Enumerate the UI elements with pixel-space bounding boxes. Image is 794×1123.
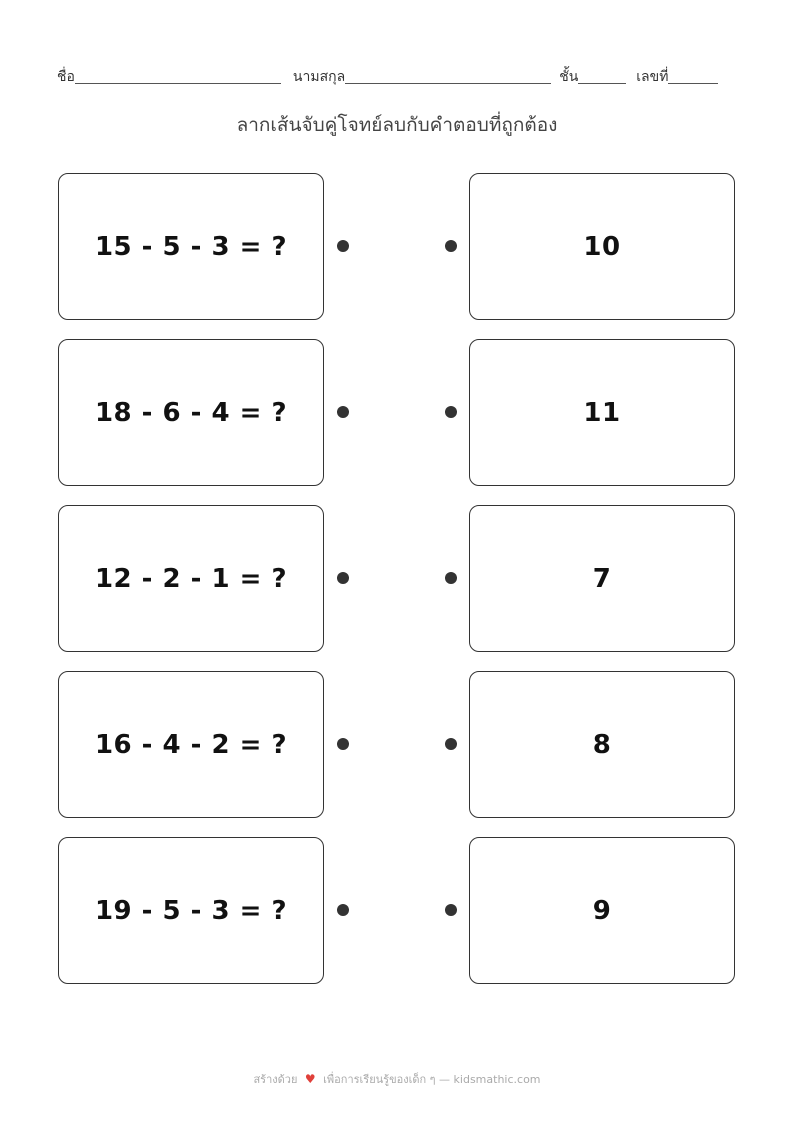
question-text: 15 - 5 - 3 = ? bbox=[94, 231, 288, 262]
surname-field-line[interactable] bbox=[345, 82, 551, 84]
answer-card bbox=[469, 837, 735, 984]
student-info-header bbox=[57, 64, 748, 88]
question-connector-dot[interactable] bbox=[337, 240, 349, 252]
answer-text: 7 bbox=[592, 563, 612, 594]
answer-text: 8 bbox=[592, 729, 612, 760]
question-connector-dot[interactable] bbox=[337, 572, 349, 584]
answer-card bbox=[469, 671, 735, 818]
name-label: ชื่อ bbox=[57, 69, 75, 85]
footer-prefix: สร้างด้วย bbox=[253, 1073, 298, 1086]
worksheet-title: ลากเส้นจับคู่โจทย์ลบกับคำตอบที่ถูกต้อง bbox=[236, 114, 558, 136]
answer-connector-dot[interactable] bbox=[445, 904, 457, 916]
answer-connector-dot[interactable] bbox=[445, 240, 457, 252]
surname-label: นามสกุล bbox=[292, 69, 346, 85]
question-text: 16 - 4 - 2 = ? bbox=[94, 729, 288, 760]
number-label: เลขที่ bbox=[636, 69, 669, 85]
question-connector-dot[interactable] bbox=[337, 738, 349, 750]
question-connector-dot[interactable] bbox=[337, 904, 349, 916]
footer-suffix: เพื่อการเรียนรู้ของเด็ก ๆ — kidsmathic.com bbox=[323, 1073, 541, 1086]
question-connector-dot[interactable] bbox=[337, 406, 349, 418]
answer-card bbox=[469, 505, 735, 652]
question-text: 12 - 2 - 1 = ? bbox=[94, 563, 288, 594]
question-text: 19 - 5 - 3 = ? bbox=[94, 895, 288, 926]
footer-credit bbox=[0, 1070, 794, 1088]
answer-card bbox=[469, 339, 735, 486]
number-field-line[interactable] bbox=[668, 82, 718, 84]
question-card bbox=[58, 671, 324, 818]
heart-icon: ♥ bbox=[304, 1072, 316, 1086]
question-card bbox=[58, 505, 324, 652]
question-card bbox=[58, 173, 324, 320]
class-field-line[interactable] bbox=[578, 82, 626, 84]
question-card bbox=[58, 837, 324, 984]
class-label: ชั้น bbox=[559, 69, 579, 85]
question-text: 18 - 6 - 4 = ? bbox=[94, 397, 288, 428]
question-card bbox=[58, 339, 324, 486]
answer-text: 10 bbox=[583, 231, 621, 262]
answer-text: 11 bbox=[583, 397, 621, 428]
answer-connector-dot[interactable] bbox=[445, 406, 457, 418]
answer-connector-dot[interactable] bbox=[445, 572, 457, 584]
answer-card bbox=[469, 173, 735, 320]
name-field-line[interactable] bbox=[75, 82, 281, 84]
answer-connector-dot[interactable] bbox=[445, 738, 457, 750]
answer-text: 9 bbox=[592, 895, 612, 926]
